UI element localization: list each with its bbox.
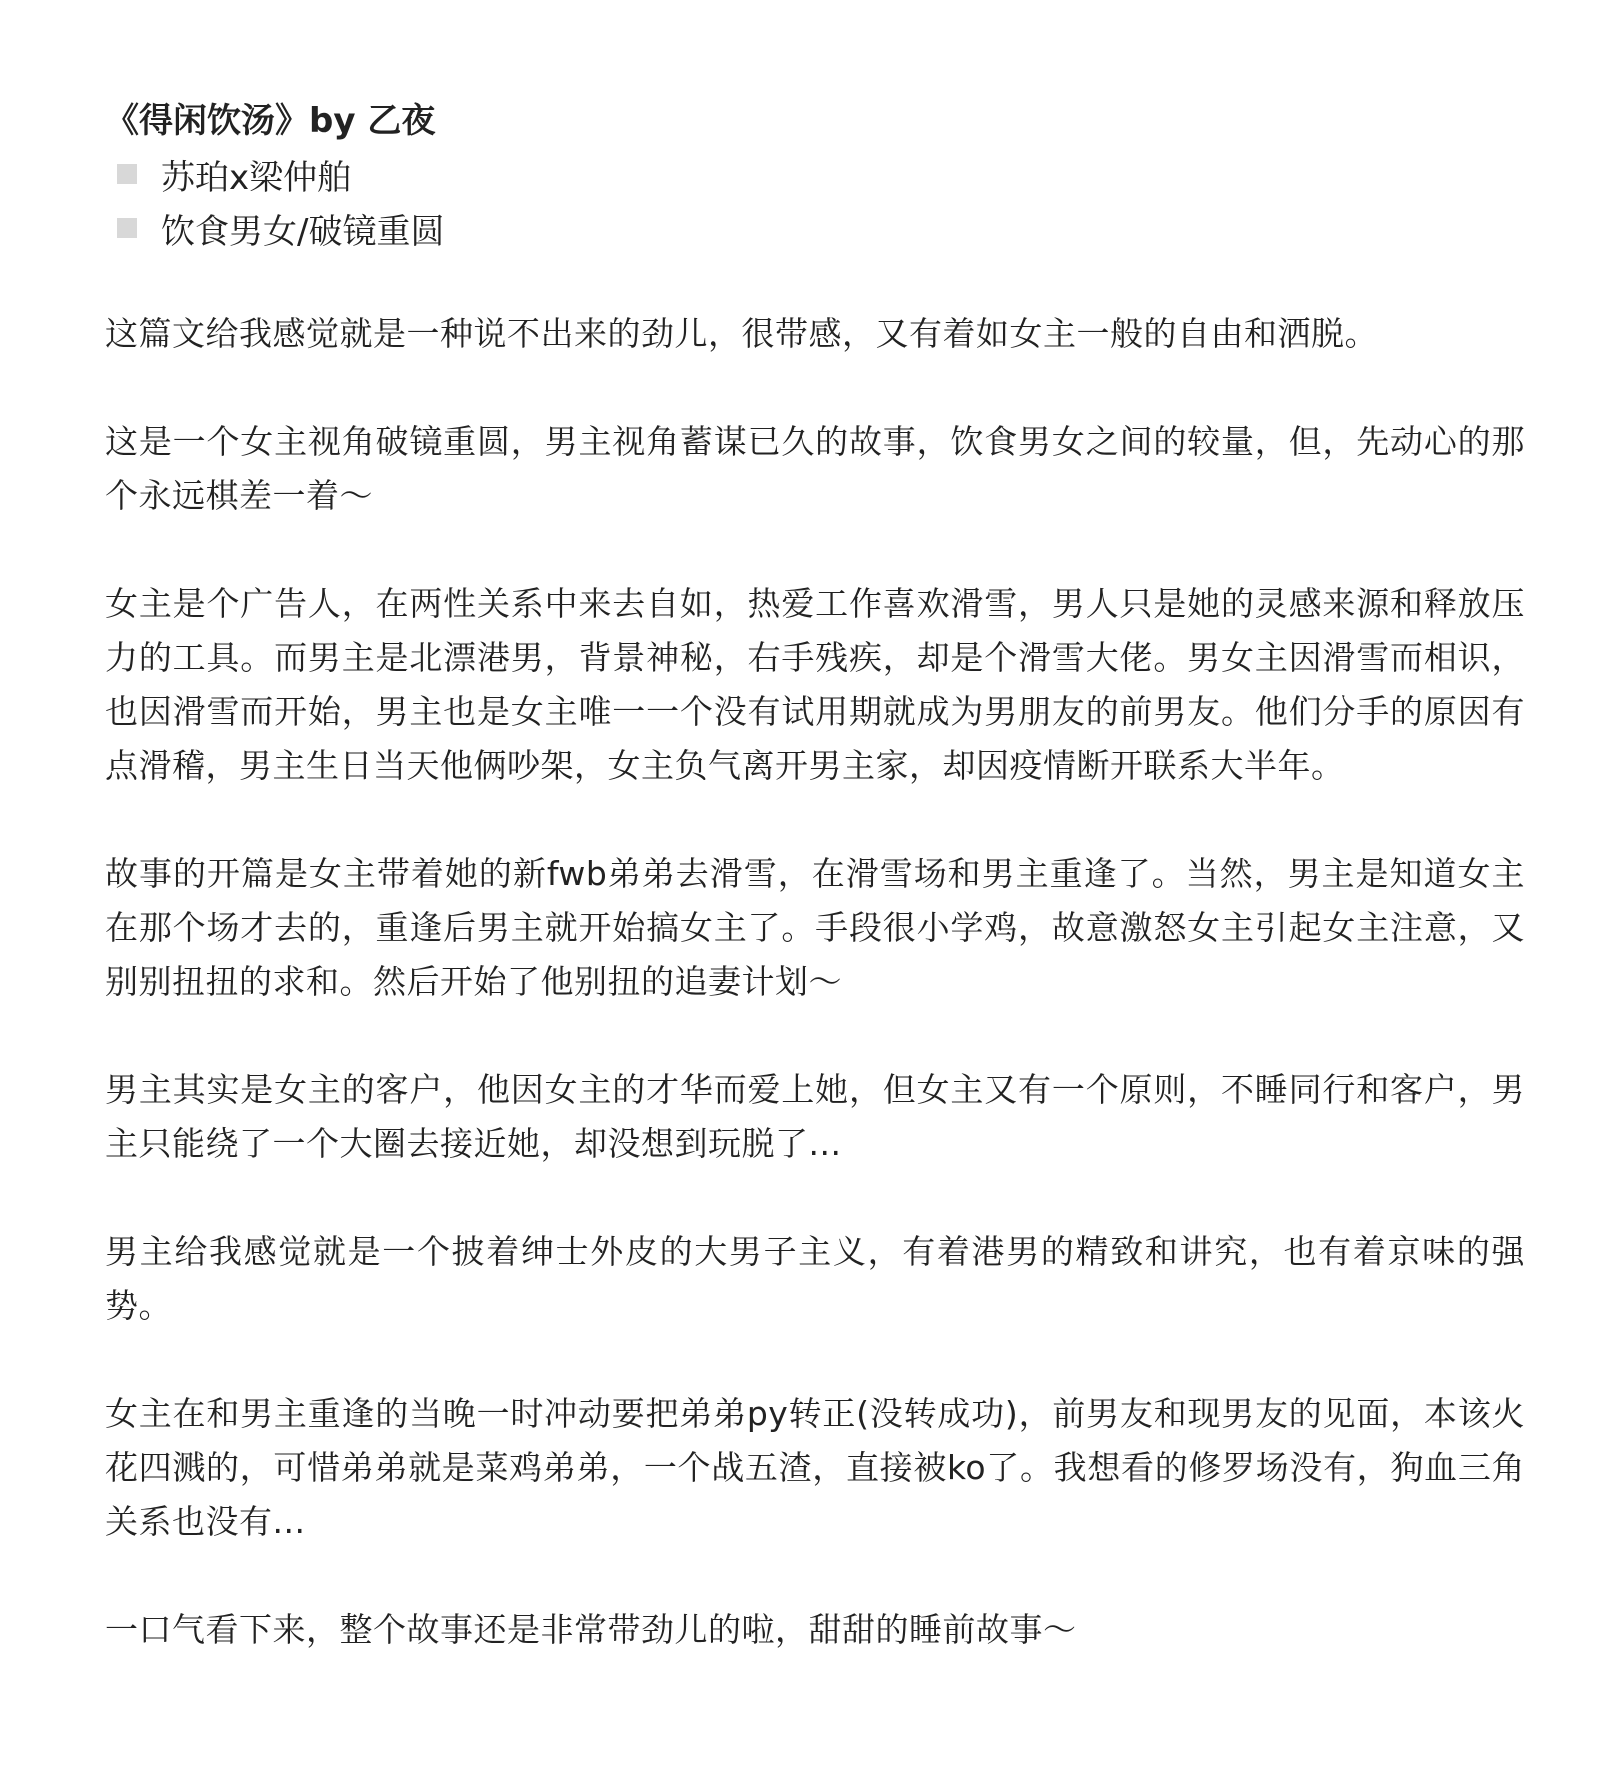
post-content (105, 95, 1525, 1657)
paragraph: 男主其实是女主的客户，他因女主的才华而爱上她，但女主又有一个原则，不睡同行和客户，男主只能绕了一个大圈去接近她，却没想到玩脱了... (105, 1070, 1525, 1163)
square-bullet-icon (117, 218, 137, 238)
tag-item (105, 147, 1525, 201)
paragraph: 这是一个女主视角破镜重圆，男主视角蓄谋已久的故事，饮食男女之间的较量，但，先动心的那个永远棋差一着～ (105, 422, 1525, 515)
paragraph: 女主是个广告人，在两性关系中来去自如，热爱工作喜欢滑雪，男人只是她的灵感来源和释放压力的工具。而男主是北漂港男，背景神秘，右手残疾，却是个滑雪大佬。男女主因滑雪而相识，也因滑雪而开始，男主也是女主唯一一个没有试用期就成为男朋友的前男友。他们分手的原因有点滑稽，男主生日当天他俩吵架，女主负气离开男主家，却因疫情断开联系大半年。 (105, 584, 1525, 785)
paragraph: 女主在和男主重逢的当晚一时冲动要把弟弟py转正(没转成功)，前男友和现男友的见面，本该火花四溅的，可惜弟弟就是菜鸡弟弟，一个战五渣，直接被ko了。我想看的修罗场没有，狗血三角关系也没有... (105, 1394, 1525, 1541)
post-body (105, 307, 1525, 1657)
paragraph: 一口气看下来，整个故事还是非常带劲儿的啦，甜甜的睡前故事～ (105, 1610, 1077, 1649)
tag-item (105, 201, 1525, 255)
post-title: 《得闲饮汤》by 乙夜 (105, 101, 436, 141)
tag-list (105, 147, 1525, 255)
paragraph: 这篇文给我感觉就是一种说不出来的劲儿，很带感，又有着如女主一般的自由和洒脱。 (105, 314, 1378, 353)
tag-label: 饮食男女/破镜重圆 (161, 211, 445, 252)
paragraph: 男主给我感觉就是一个披着绅士外皮的大男子主义，有着港男的精致和讲究，也有着京味的强势。 (105, 1232, 1525, 1325)
tag-label: 苏珀x梁仲舶 (161, 157, 352, 198)
paragraph: 故事的开篇是女主带着她的新fwb弟弟去滑雪，在滑雪场和男主重逢了。当然，男主是知道女主在那个场才去的，重逢后男主就开始搞女主了。手段很小学鸡，故意激怒女主引起女主注意，又别别扭扭的求和。然后开始了他别扭的追妻计划～ (105, 854, 1525, 1001)
square-bullet-icon (117, 164, 137, 184)
